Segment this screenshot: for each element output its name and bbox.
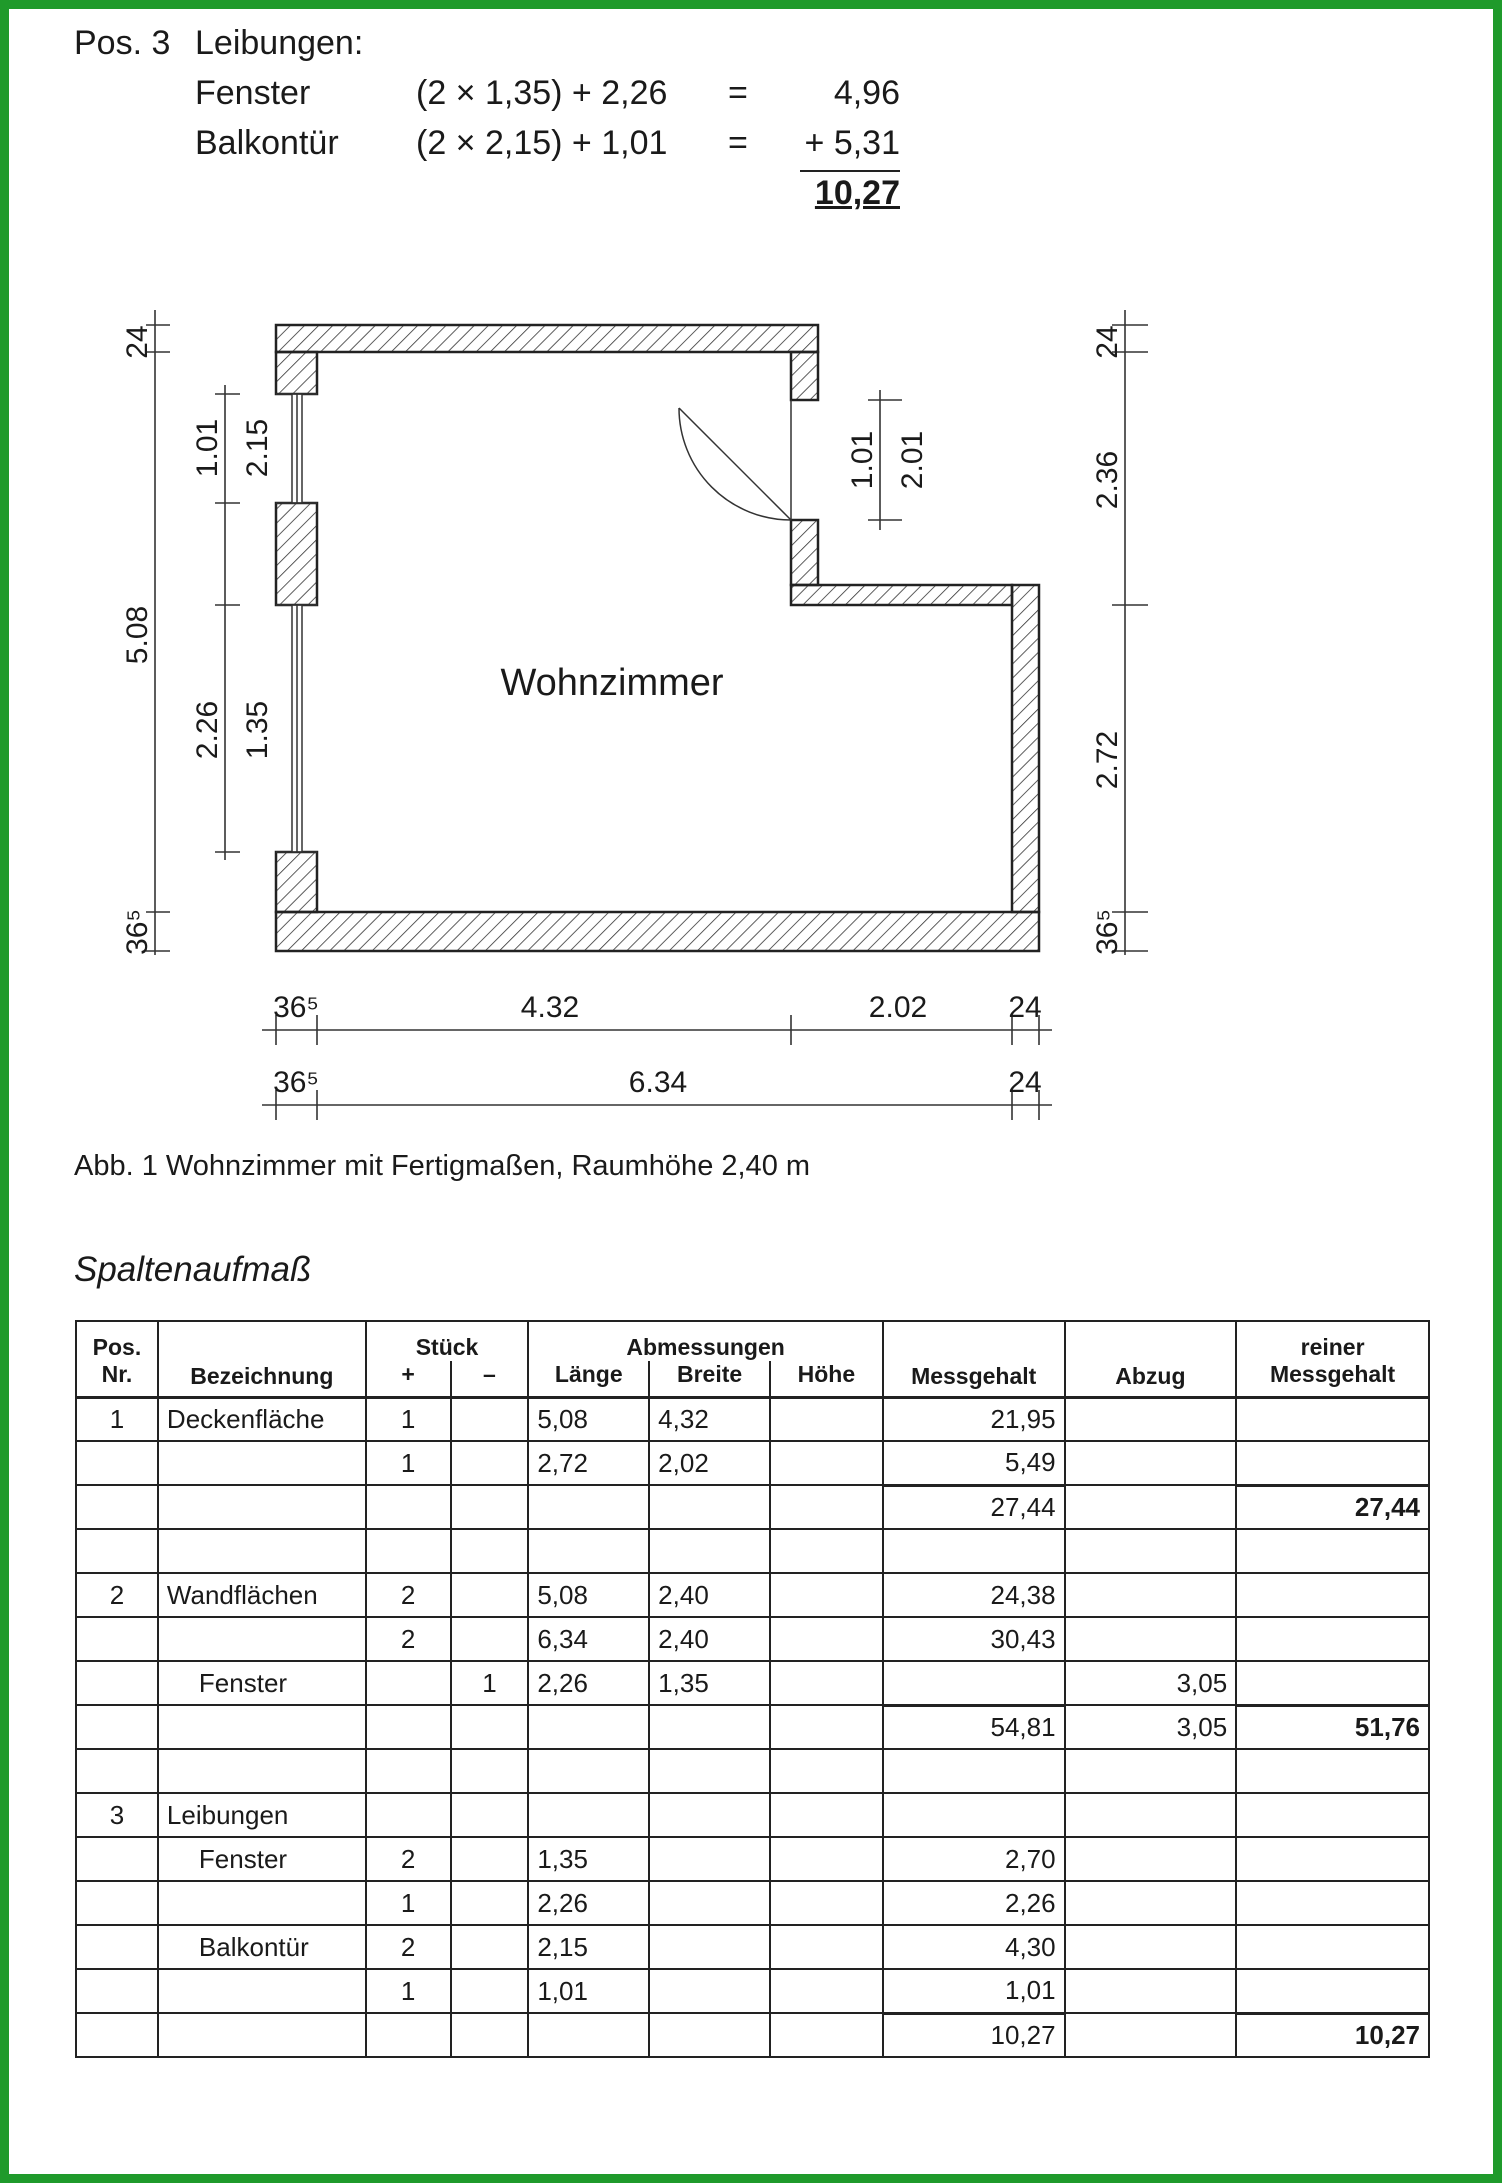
hoehe-cell — [770, 1529, 883, 1573]
messgehalt-cell: 1,01 — [883, 1969, 1065, 2013]
table-row — [76, 2013, 1429, 2057]
dim-bottom2-right: 24 — [1008, 1066, 1042, 1099]
breite-cell — [649, 1969, 770, 2013]
reiner-messgehalt-cell — [1236, 1661, 1429, 1705]
bezeichnung-cell — [158, 1529, 366, 1573]
reiner-messgehalt-cell — [1236, 1749, 1429, 1793]
breite-cell: 2,40 — [649, 1617, 770, 1661]
calc-label: Balkontür — [195, 124, 339, 162]
header-bezeichnung: Bezeichnung — [158, 1321, 366, 1397]
dim-bottom1-right: 24 — [1008, 991, 1042, 1024]
table-row — [76, 1749, 1429, 1793]
laenge-cell — [528, 2013, 649, 2057]
pos-cell — [76, 1617, 158, 1661]
messgehalt-cell: 10,27 — [883, 2013, 1065, 2057]
calc-result: 4,96 — [833, 74, 900, 112]
reiner-messgehalt-cell — [1236, 1573, 1429, 1617]
pos-cell — [76, 1661, 158, 1705]
calc-equals: = — [728, 74, 748, 112]
calc-title: Leibungen: — [195, 24, 364, 62]
plus-cell: 1 — [366, 1397, 451, 1441]
messgehalt-cell: 54,81 — [883, 1705, 1065, 1749]
reiner-messgehalt-cell — [1236, 1529, 1429, 1573]
bezeichnung-cell — [158, 1705, 366, 1749]
header-plus: + — [366, 1361, 451, 1397]
dim-right-top: 24 — [1091, 325, 1124, 359]
reiner-messgehalt-cell — [1236, 1837, 1429, 1881]
calc-formula: (2 × 1,35) + 2,26 — [416, 74, 668, 112]
calc-formula: (2 × 2,15) + 1,01 — [416, 124, 668, 162]
minus-cell — [451, 1793, 529, 1837]
reiner-messgehalt-cell — [1236, 1397, 1429, 1441]
minus-cell — [451, 1925, 529, 1969]
abzug-cell: 3,05 — [1065, 1661, 1237, 1705]
messgehalt-cell — [883, 1749, 1065, 1793]
plus-cell: 1 — [366, 1969, 451, 2013]
hoehe-cell — [770, 1881, 883, 1925]
header-hoehe: Höhe — [770, 1361, 883, 1397]
hoehe-cell — [770, 1617, 883, 1661]
dim-bottom1-mid: 4.32 — [520, 991, 580, 1024]
figure-caption: Abb. 1 Wohnzimmer mit Fertigmaßen, Raumhöhe 2,40 m — [74, 1150, 811, 1182]
abzug-cell — [1065, 1617, 1237, 1661]
bezeichnung-cell — [158, 1749, 366, 1793]
hoehe-cell — [770, 1837, 883, 1881]
abzug-cell — [1065, 1793, 1237, 1837]
window-opening — [276, 605, 317, 852]
messgehalt-cell: 30,43 — [883, 1617, 1065, 1661]
reiner-messgehalt-cell — [1236, 1881, 1429, 1925]
minus-cell — [451, 1837, 529, 1881]
left-dimensions — [146, 310, 240, 955]
messgehalt-cell: 24,38 — [883, 1573, 1065, 1617]
plus-cell: 2 — [366, 1573, 451, 1617]
reiner-messgehalt-cell — [1236, 1617, 1429, 1661]
bezeichnung-cell: Fenster — [158, 1837, 366, 1881]
laenge-cell: 2,26 — [528, 1661, 649, 1705]
breite-cell: 4,32 — [649, 1397, 770, 1441]
table-row — [76, 1661, 1429, 1705]
plus-cell: 2 — [366, 1837, 451, 1881]
messgehalt-cell — [883, 1661, 1065, 1705]
table-row — [76, 1969, 1429, 2013]
bezeichnung-cell — [158, 1617, 366, 1661]
hoehe-cell — [770, 1749, 883, 1793]
minus-cell — [451, 2013, 529, 2057]
table-row — [76, 1397, 1429, 1441]
minus-cell — [451, 1749, 529, 1793]
header-nr: Nr. — [76, 1361, 158, 1397]
abzug-cell — [1065, 1925, 1237, 1969]
bezeichnung-cell — [158, 1881, 366, 1925]
minus-cell — [451, 1573, 529, 1617]
header-abzug: Abzug — [1065, 1321, 1237, 1397]
laenge-cell: 2,26 — [528, 1881, 649, 1925]
pos-cell — [76, 1749, 158, 1793]
pos-cell — [76, 1529, 158, 1573]
hoehe-cell — [770, 1573, 883, 1617]
messgehalt-cell: 4,30 — [883, 1925, 1065, 1969]
minus-cell — [451, 1617, 529, 1661]
pos-cell: 1 — [76, 1397, 158, 1441]
abzug-cell — [1065, 1397, 1237, 1441]
bezeichnung-cell — [158, 1441, 366, 1485]
calc-result: + 5,31 — [804, 124, 900, 162]
calc-sum-line — [800, 170, 900, 172]
table-row — [76, 1529, 1429, 1573]
hoehe-cell — [770, 1705, 883, 1749]
bezeichnung-cell: Leibungen — [158, 1793, 366, 1837]
reiner-messgehalt-cell — [1236, 1793, 1429, 1837]
table-row — [76, 1925, 1429, 1969]
hoehe-cell — [770, 1441, 883, 1485]
pos-cell — [76, 1969, 158, 2013]
plus-cell — [366, 1529, 451, 1573]
messgehalt-cell: 2,70 — [883, 1837, 1065, 1881]
table-row — [76, 1485, 1429, 1529]
laenge-cell — [528, 1529, 649, 1573]
door-swing — [679, 400, 791, 520]
laenge-cell: 5,08 — [528, 1573, 649, 1617]
header-breite: Breite — [649, 1361, 770, 1397]
messgehalt-cell: 21,95 — [883, 1397, 1065, 1441]
dim-left-total: 5.08 — [121, 605, 154, 665]
pos-cell — [76, 1485, 158, 1529]
pos-cell — [76, 1881, 158, 1925]
header-laenge: Länge — [528, 1361, 649, 1397]
laenge-cell: 5,08 — [528, 1397, 649, 1441]
bezeichnung-cell: Balkontür — [158, 1925, 366, 1969]
minus-cell — [451, 1441, 529, 1485]
dim-right-bottom: 36⁵ — [1091, 909, 1124, 955]
abzug-cell — [1065, 1485, 1237, 1529]
minus-cell — [451, 1881, 529, 1925]
plus-cell — [366, 1705, 451, 1749]
reiner-messgehalt-cell — [1236, 1925, 1429, 1969]
breite-cell — [649, 1925, 770, 1969]
dim-door-opening: 1.01 — [846, 430, 879, 490]
table-row — [76, 1837, 1429, 1881]
abzug-cell: 3,05 — [1065, 1705, 1237, 1749]
hoehe-cell — [770, 2013, 883, 2057]
reiner-messgehalt-cell — [1236, 1441, 1429, 1485]
aufmass-table — [75, 1320, 1430, 2058]
plus-cell — [366, 1661, 451, 1705]
hoehe-cell — [770, 1661, 883, 1705]
reiner-messgehalt-cell — [1236, 1969, 1429, 2013]
breite-cell — [649, 1793, 770, 1837]
header-messgehalt: Messgehalt — [883, 1321, 1065, 1397]
breite-cell — [649, 1837, 770, 1881]
reiner-messgehalt-cell: 27,44 — [1236, 1485, 1429, 1529]
floor-plan — [0, 290, 1502, 1140]
pos-cell — [76, 1705, 158, 1749]
dim-balcony-opening: 1.01 — [191, 418, 224, 478]
minus-cell — [451, 1705, 529, 1749]
messgehalt-cell: 27,44 — [883, 1485, 1065, 1529]
dim-right-upper: 2.36 — [1091, 450, 1124, 510]
header-pos: Pos. — [76, 1321, 158, 1361]
section-title: Spaltenaufmaß — [74, 1250, 312, 1289]
reiner-messgehalt-cell: 51,76 — [1236, 1705, 1429, 1749]
minus-cell — [451, 1485, 529, 1529]
laenge-cell: 6,34 — [528, 1617, 649, 1661]
breite-cell: 1,35 — [649, 1661, 770, 1705]
laenge-cell: 2,15 — [528, 1925, 649, 1969]
hoehe-cell — [770, 1793, 883, 1837]
bezeichnung-cell — [158, 2013, 366, 2057]
table-row — [76, 1441, 1429, 1485]
minus-cell — [451, 1969, 529, 2013]
abzug-cell — [1065, 1529, 1237, 1573]
plus-cell: 1 — [366, 1881, 451, 1925]
messgehalt-cell — [883, 1529, 1065, 1573]
bezeichnung-cell: Wandflächen — [158, 1573, 366, 1617]
bezeichnung-cell: Fenster — [158, 1661, 366, 1705]
laenge-cell — [528, 1485, 649, 1529]
plus-cell: 2 — [366, 1617, 451, 1661]
dim-left-bottom: 36⁵ — [121, 909, 154, 955]
abzug-cell — [1065, 1837, 1237, 1881]
dim-window-opening: 2.26 — [191, 700, 224, 760]
plus-cell — [366, 2013, 451, 2057]
dim-window-height: 1.35 — [241, 700, 274, 760]
hoehe-cell — [770, 1397, 883, 1441]
dim-right-lower: 2.72 — [1091, 730, 1124, 790]
pos-cell — [76, 2013, 158, 2057]
header-reiner: reiner — [1236, 1321, 1429, 1361]
messgehalt-cell: 5,49 — [883, 1441, 1065, 1485]
hoehe-cell — [770, 1485, 883, 1529]
walls — [276, 325, 1039, 951]
pos-cell: 2 — [76, 1573, 158, 1617]
laenge-cell — [528, 1793, 649, 1837]
breite-cell: 2,02 — [649, 1441, 770, 1485]
abzug-cell — [1065, 1881, 1237, 1925]
table-row — [76, 1705, 1429, 1749]
pos-cell — [76, 1925, 158, 1969]
dim-bottom1-right-mid: 2.02 — [868, 991, 928, 1024]
pos-cell — [76, 1837, 158, 1881]
table-row — [76, 1881, 1429, 1925]
breite-cell — [649, 2013, 770, 2057]
room-label: Wohnzimmer — [500, 662, 724, 704]
reiner-messgehalt-cell: 10,27 — [1236, 2013, 1429, 2057]
dim-left-top: 24 — [121, 325, 154, 359]
abzug-cell — [1065, 2013, 1237, 2057]
header-minus: – — [451, 1361, 529, 1397]
bezeichnung-cell — [158, 1485, 366, 1529]
abzug-cell — [1065, 1969, 1237, 2013]
breite-cell — [649, 1485, 770, 1529]
dim-balcony-height: 2.15 — [241, 418, 274, 478]
pos-cell — [76, 1441, 158, 1485]
pos-cell: 3 — [76, 1793, 158, 1837]
minus-cell — [451, 1397, 529, 1441]
messgehalt-cell: 2,26 — [883, 1881, 1065, 1925]
breite-cell — [649, 1529, 770, 1573]
plus-cell — [366, 1793, 451, 1837]
abzug-cell — [1065, 1749, 1237, 1793]
laenge-cell: 1,35 — [528, 1837, 649, 1881]
laenge-cell: 2,72 — [528, 1441, 649, 1485]
calc-pos: Pos. 3 — [74, 24, 171, 62]
calc-equals: = — [728, 124, 748, 162]
dim-door-height: 2.01 — [896, 430, 929, 490]
laenge-cell — [528, 1749, 649, 1793]
balcony-door-opening — [276, 394, 317, 503]
table-row — [76, 1793, 1429, 1837]
dim-bottom2-left: 36⁵ — [273, 1066, 319, 1099]
laenge-cell — [528, 1705, 649, 1749]
dim-bottom2-mid: 6.34 — [628, 1066, 688, 1099]
table-row — [76, 1617, 1429, 1661]
breite-cell — [649, 1881, 770, 1925]
minus-cell: 1 — [451, 1661, 529, 1705]
table-row — [76, 1573, 1429, 1617]
abzug-cell — [1065, 1441, 1237, 1485]
messgehalt-cell — [883, 1793, 1065, 1837]
breite-cell: 2,40 — [649, 1573, 770, 1617]
plus-cell: 2 — [366, 1925, 451, 1969]
bezeichnung-cell — [158, 1969, 366, 2013]
breite-cell — [649, 1705, 770, 1749]
dim-bottom1-left: 36⁵ — [273, 991, 319, 1024]
right-dimensions — [1112, 310, 1148, 955]
laenge-cell: 1,01 — [528, 1969, 649, 2013]
header-abmessungen: Abmessungen — [528, 1321, 882, 1361]
calc-label: Fenster — [195, 74, 311, 112]
plus-cell: 1 — [366, 1441, 451, 1485]
bezeichnung-cell: Deckenfläche — [158, 1397, 366, 1441]
minus-cell — [451, 1529, 529, 1573]
plus-cell — [366, 1485, 451, 1529]
hoehe-cell — [770, 1969, 883, 2013]
plus-cell — [366, 1749, 451, 1793]
abzug-cell — [1065, 1573, 1237, 1617]
breite-cell — [649, 1749, 770, 1793]
hoehe-cell — [770, 1925, 883, 1969]
calc-total: 10,27 — [814, 174, 900, 212]
header-reiner-messgehalt: Messgehalt — [1236, 1361, 1429, 1397]
header-stueck: Stück — [366, 1321, 529, 1361]
